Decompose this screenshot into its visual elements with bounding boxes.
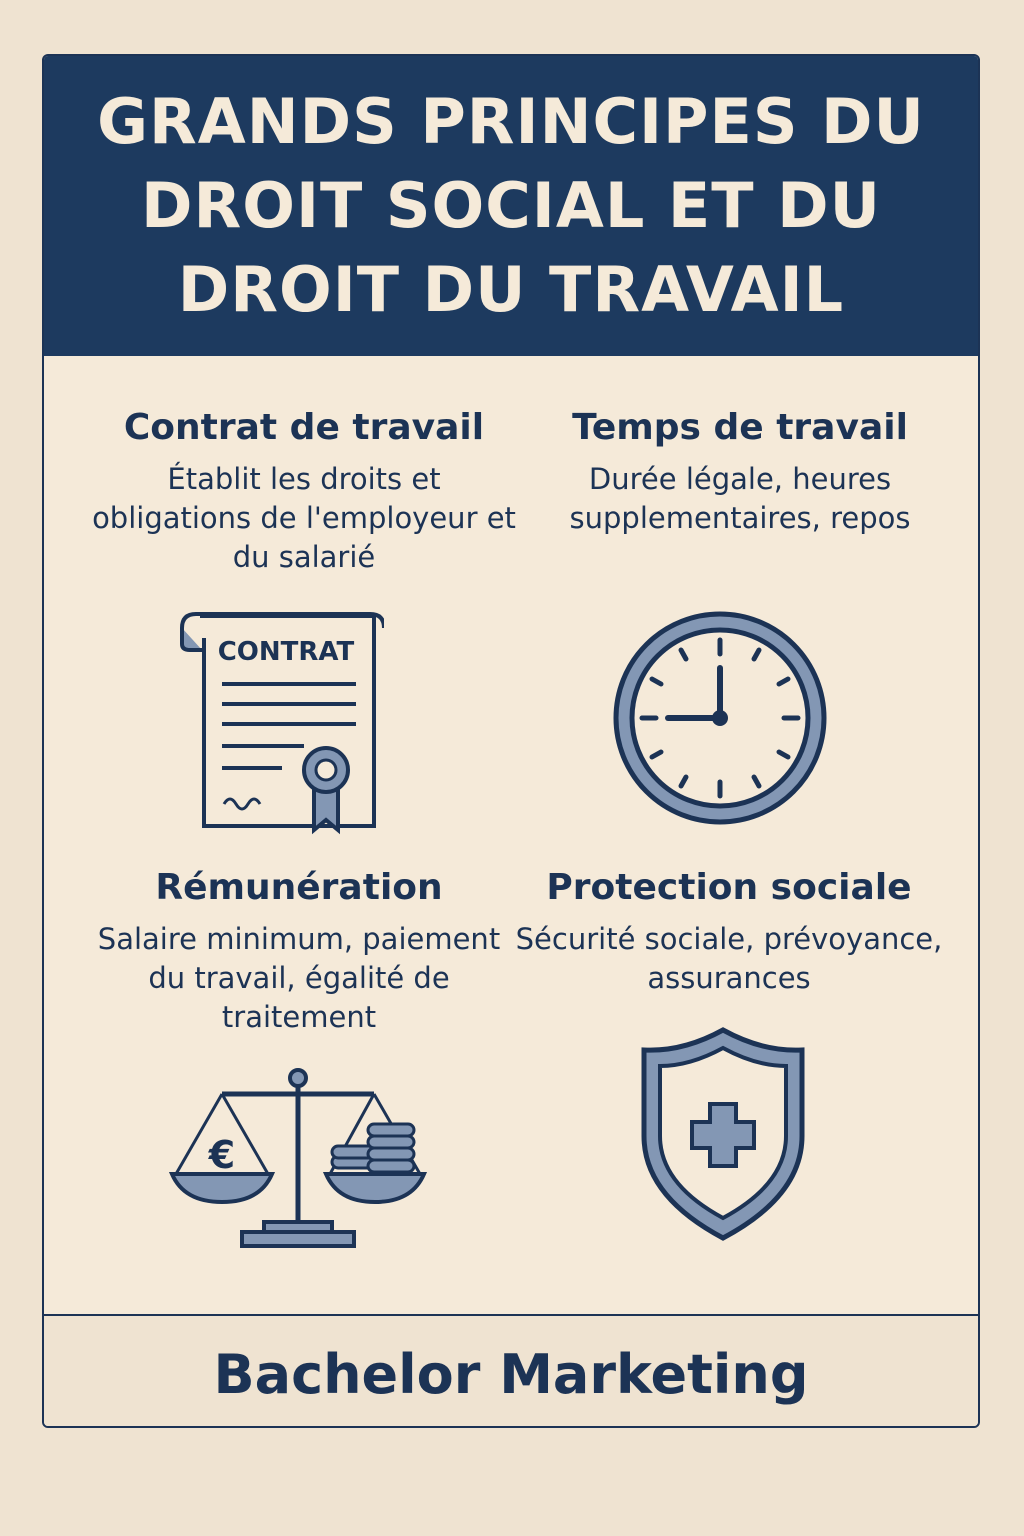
section-title: Rémunération: [155, 867, 443, 908]
section-title: Protection sociale: [546, 867, 912, 908]
section-remuneration: [69, 866, 529, 1037]
section-title: Temps de travail: [572, 407, 908, 448]
section-temps: [510, 406, 970, 538]
section-text: Établit les droits et obligations de l'employeur et du salarié: [92, 462, 516, 574]
shield-cross-icon: [638, 1026, 808, 1242]
contract-document-icon: [174, 608, 384, 838]
page-title: GRANDS PRINCIPES DU DROIT SOCIAL ET DU DROIT DU TRAVAIL: [97, 85, 925, 326]
header-banner: [44, 56, 978, 356]
section-text: Sécurité sociale, prévoyance, assurances: [515, 922, 943, 995]
clock-icon: [610, 608, 830, 828]
contract-label: CONTRAT: [217, 637, 355, 667]
infographic-card: [42, 54, 980, 1428]
section-text: Durée légale, heures supplementaires, repos: [569, 462, 911, 535]
balance-scale-icon: [164, 1056, 444, 1256]
section-title: Contrat de travail: [123, 407, 485, 448]
footer-label: Bachelor Marketing: [213, 1342, 809, 1406]
section-text: Salaire minimum, paiement du travail, égalité de traitement: [97, 922, 501, 1034]
section-protection: [499, 866, 959, 998]
section-contrat: [74, 406, 534, 577]
footer-banner: [44, 1314, 978, 1428]
euro-icon: €: [208, 1133, 236, 1177]
